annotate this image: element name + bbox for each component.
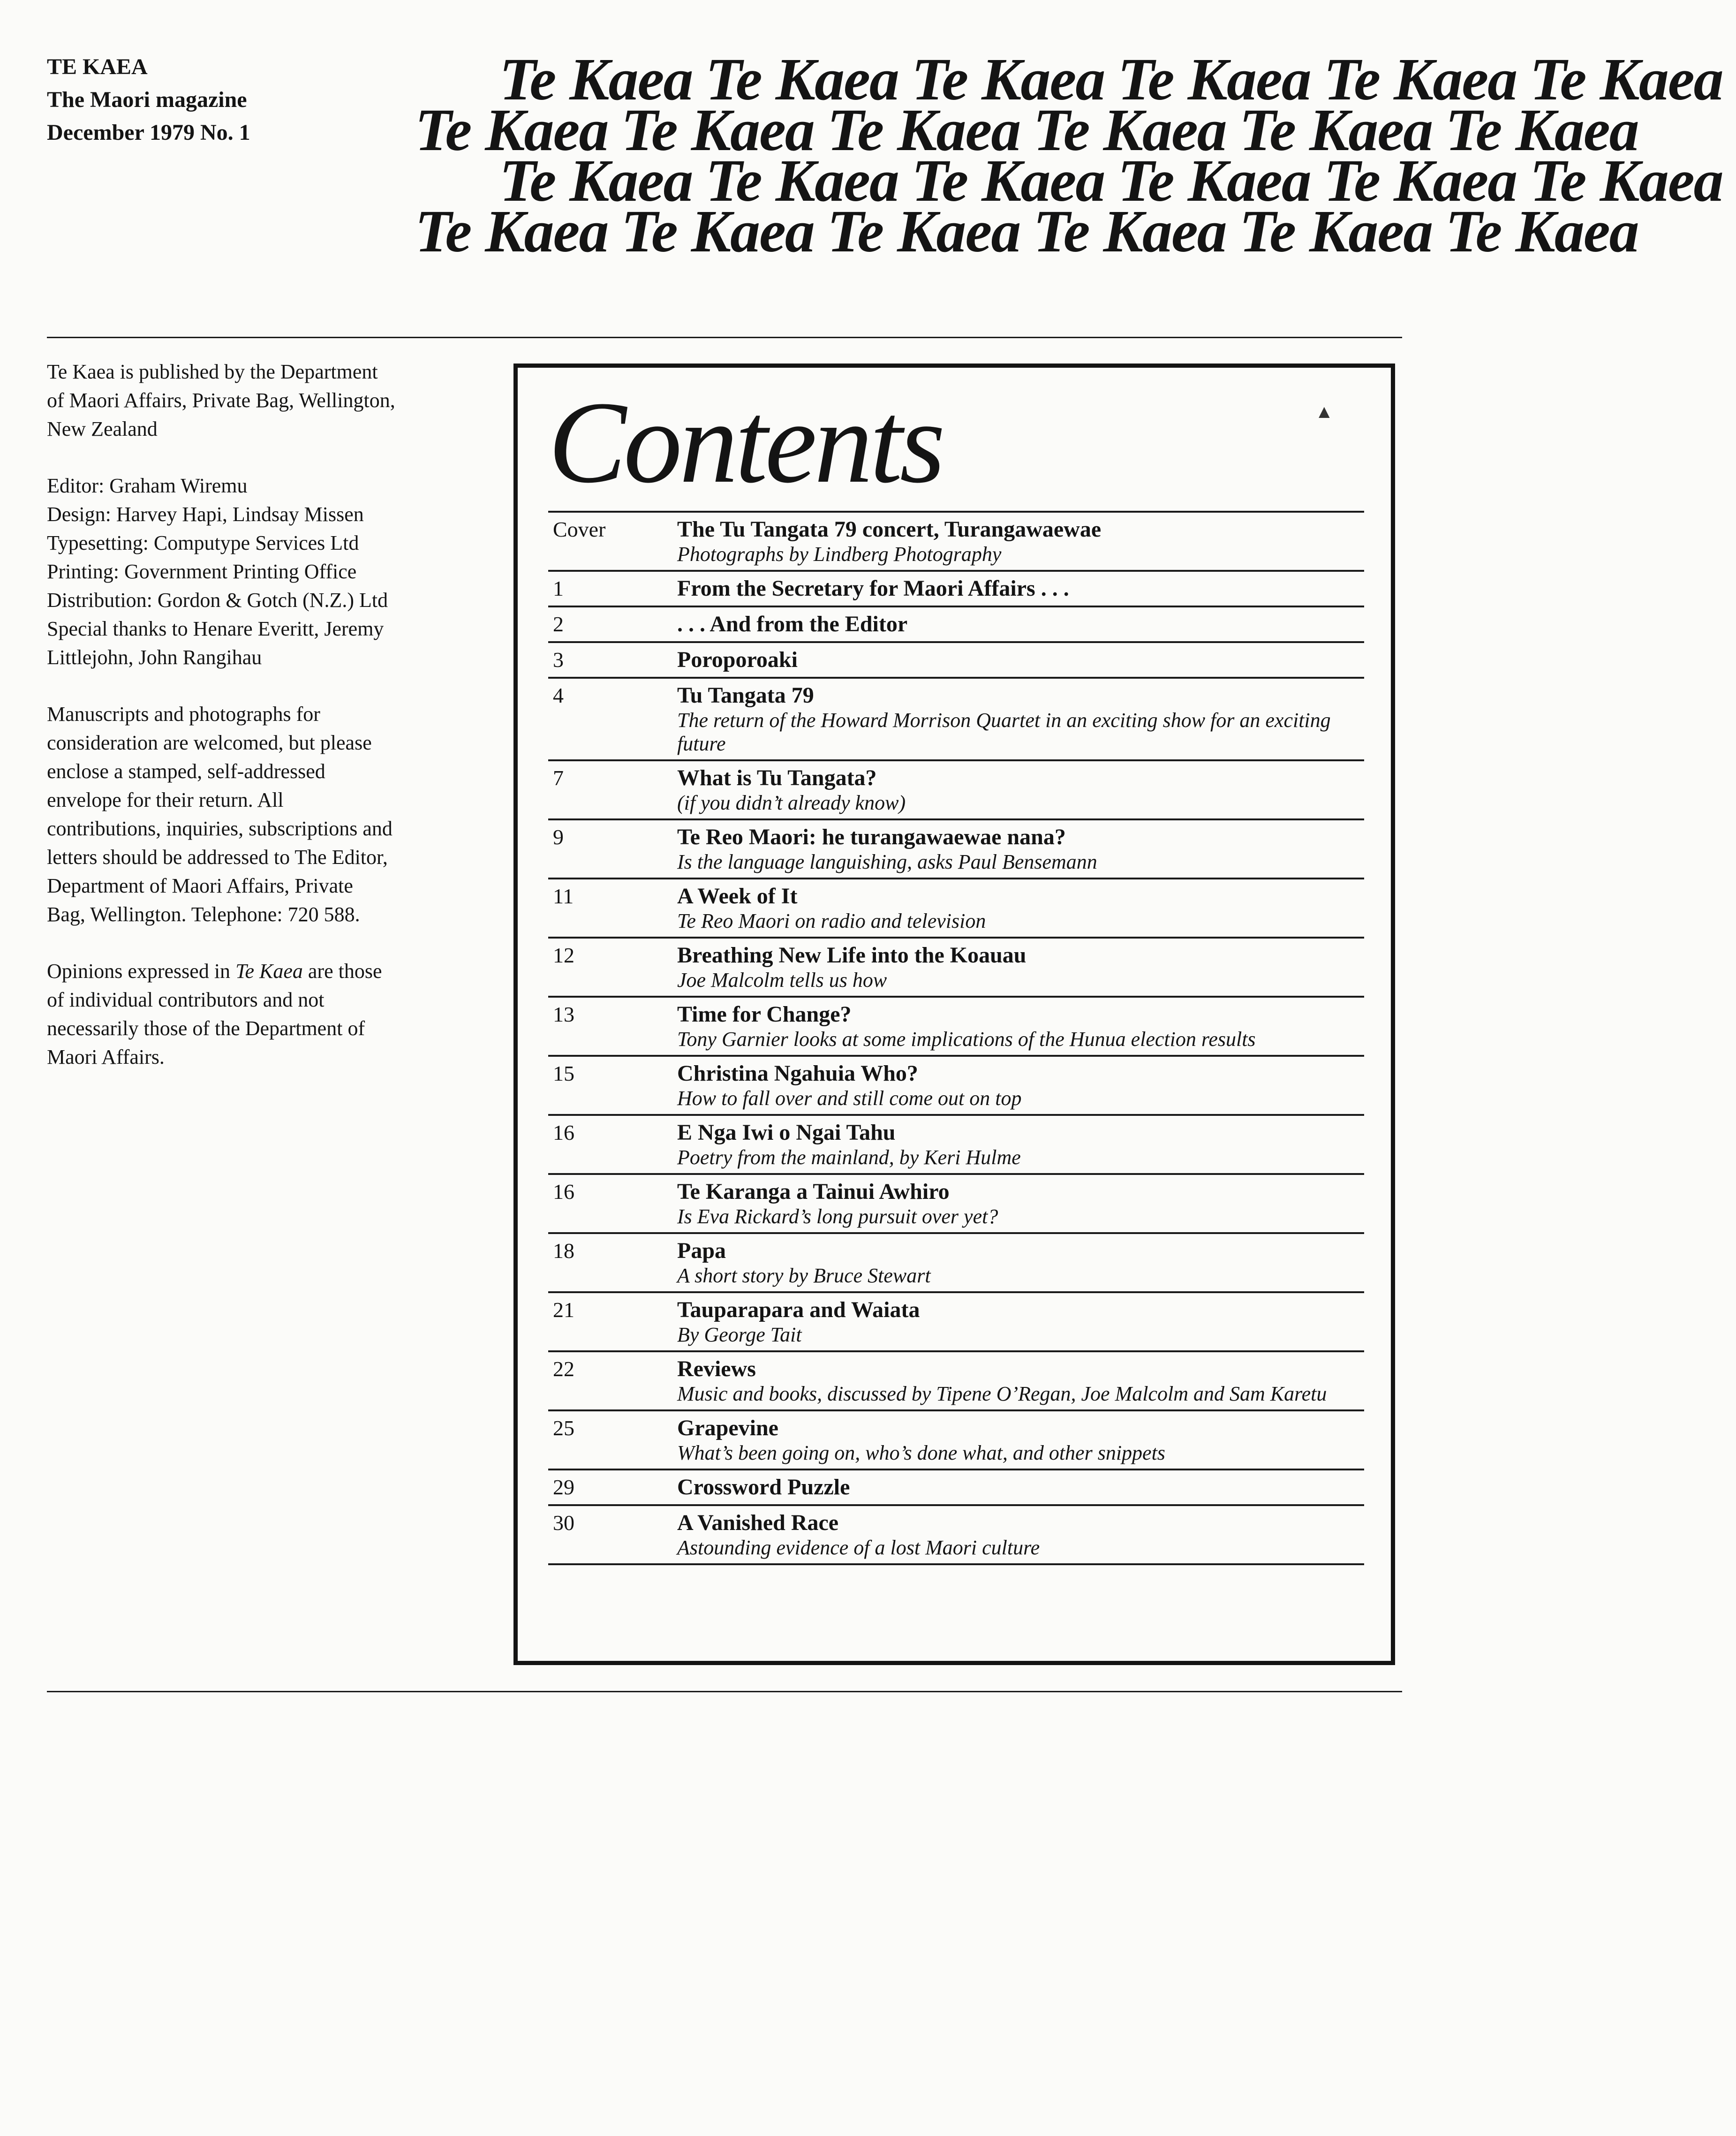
entry xyxy=(677,765,1364,815)
entry xyxy=(677,824,1364,874)
entry xyxy=(677,1120,1364,1169)
contents-row xyxy=(548,1055,1364,1114)
contents-row xyxy=(548,677,1364,759)
entry-title: Papa xyxy=(677,1238,726,1263)
disclaimer: Opinions expressed in Te Kaea are those of individual contributors and not necessarily those of the Department of Maori Affairs. xyxy=(47,957,469,1071)
contents-row xyxy=(548,1291,1364,1350)
publisher-line: New Zealand xyxy=(47,417,158,440)
entry xyxy=(677,1297,1364,1347)
logo-word: Te Kaea xyxy=(705,46,898,113)
entry-title: Grapevine xyxy=(677,1416,778,1440)
logo-word: Te Kaea xyxy=(499,46,693,113)
logo-word: Te Kaea xyxy=(911,46,1105,113)
submissions-line: enclose a stamped, self-addressed xyxy=(47,760,325,783)
entry-title: Time for Change? xyxy=(677,1002,852,1027)
entry-title: A Week of It xyxy=(677,884,798,909)
entry-title: Tauparapara and Waiata xyxy=(677,1297,920,1322)
contents-row xyxy=(548,996,1364,1055)
entry-title: What is Tu Tangata? xyxy=(677,765,877,790)
entry-subtitle: What’s been going on, who’s done what, and other snippets xyxy=(677,1441,1165,1464)
submissions-line: contributions, inquiries, subscriptions and xyxy=(47,817,392,840)
contents-row xyxy=(548,1469,1364,1504)
staff-credits xyxy=(47,471,469,672)
ink-mark-icon: ▲ xyxy=(1315,401,1334,422)
contents-row xyxy=(548,570,1364,606)
colophon xyxy=(47,357,469,1099)
logo-word: Te Kaea xyxy=(499,147,693,214)
contents-row xyxy=(548,1504,1364,1565)
entry-title: Christina Ngahuia Who? xyxy=(677,1061,918,1086)
page-number: 30 xyxy=(553,1511,574,1535)
submissions-line: consideration are welcomed, but please xyxy=(47,731,372,754)
logo-word: Te Kaea xyxy=(1530,147,1723,214)
entry-subtitle: Te Reo Maori on radio and television xyxy=(677,909,986,932)
contents-row xyxy=(548,1114,1364,1173)
page-number: 15 xyxy=(553,1061,574,1085)
page-number: 29 xyxy=(553,1475,574,1499)
logo-word: Te Kaea xyxy=(1445,198,1638,265)
bottom-divider xyxy=(47,1691,1402,1692)
page-number: 18 xyxy=(553,1239,574,1263)
entry-subtitle: A short story by Bruce Stewart xyxy=(677,1264,931,1287)
logo-word: Te Kaea xyxy=(621,198,814,265)
entry-title: Reviews xyxy=(677,1356,756,1381)
logo-word: Te Kaea xyxy=(705,147,898,214)
entry xyxy=(677,611,1364,637)
magazine-title-italic: Te Kaea xyxy=(235,960,303,983)
page-number: 25 xyxy=(553,1416,574,1440)
entry-title: Breathing New Life into the Koauau xyxy=(677,943,1027,968)
entry xyxy=(677,1179,1364,1228)
disclaimer-line: Maori Affairs. xyxy=(47,1045,165,1068)
contents-row xyxy=(548,1409,1364,1469)
entry-subtitle: How to fall over and still come out on top xyxy=(677,1087,1022,1110)
logo-word: Te Kaea xyxy=(1530,46,1723,113)
page-number: 7 xyxy=(553,766,564,790)
entry-title: The Tu Tangata 79 concert, Turangawaewae xyxy=(677,517,1102,542)
logo-word: Te Kaea xyxy=(1117,46,1311,113)
contents-row xyxy=(548,937,1364,996)
logo-word: Te Kaea xyxy=(827,97,1020,163)
publisher-line: Te Kaea is published by the Department xyxy=(47,360,378,383)
entry xyxy=(677,1474,1364,1500)
contents-row xyxy=(548,1232,1364,1291)
page-number: 21 xyxy=(553,1298,574,1322)
credit-line: Special thanks to Henare Everitt, Jeremy xyxy=(47,617,384,640)
entry-subtitle: (if you didn’t already know) xyxy=(677,791,906,814)
entry-title: A Vanished Race xyxy=(677,1510,839,1535)
page-number: 22 xyxy=(553,1357,574,1381)
entry xyxy=(677,942,1364,992)
credit-line: Littlejohn, John Rangihau xyxy=(47,646,262,669)
entry-subtitle: Music and books, discussed by Tipene O’Regan, Joe Malcolm and Sam Karetu xyxy=(677,1382,1327,1405)
entry xyxy=(677,1510,1364,1560)
page-number: 12 xyxy=(553,943,574,967)
entry xyxy=(677,682,1364,756)
page-number: 1 xyxy=(553,576,564,600)
credit-line: Printing: Government Printing Office xyxy=(47,560,357,583)
page-number: 13 xyxy=(553,1002,574,1026)
magazine-name: TE KAEA xyxy=(47,54,148,79)
issue-date: December 1979 No. 1 xyxy=(47,120,250,145)
logo-word: Te Kaea xyxy=(1117,147,1311,214)
credit-line: Typesetting: Computype Services Ltd xyxy=(47,531,359,554)
contents-box xyxy=(513,364,1395,1665)
logo-banner xyxy=(415,46,1723,270)
entry xyxy=(677,1356,1364,1406)
page-number: 4 xyxy=(553,683,564,707)
page-number: 11 xyxy=(553,884,574,908)
logo-word: Te Kaea xyxy=(621,97,814,163)
logo-word: Te Kaea xyxy=(1239,198,1433,265)
entry-subtitle: The return of the Howard Morrison Quartet in an exciting show for an exciting future xyxy=(677,709,1331,755)
entry xyxy=(677,883,1364,933)
entry xyxy=(677,1060,1364,1110)
page-number: 2 xyxy=(553,612,564,636)
entry-title: Poroporoaki xyxy=(677,647,798,672)
submissions-line: Manuscripts and photographs for xyxy=(47,703,320,726)
page-number: 16 xyxy=(553,1121,574,1144)
masthead xyxy=(47,51,250,149)
entry xyxy=(677,1238,1364,1288)
credit-line: Design: Harvey Hapi, Lindsay Missen xyxy=(47,503,364,526)
logo-word: Te Kaea xyxy=(1445,97,1638,163)
logo-word: Te Kaea xyxy=(1323,147,1517,214)
entry-title: Crossword Puzzle xyxy=(677,1475,850,1500)
entry-subtitle: Photographs by Lindberg Photography xyxy=(677,543,1002,566)
submissions-line: letters should be addressed to The Editor, xyxy=(47,846,388,869)
entry xyxy=(677,1415,1364,1465)
contents-row xyxy=(548,759,1364,818)
logo-word: Te Kaea xyxy=(415,198,608,265)
page-number: 16 xyxy=(553,1180,574,1204)
entry-title: E Nga Iwi o Ngai Tahu xyxy=(677,1120,896,1145)
entry-title: From the Secretary for Maori Affairs . . . xyxy=(677,576,1069,601)
page-number: 9 xyxy=(553,825,564,849)
entry-title: Te Reo Maori: he turangawaewae nana? xyxy=(677,825,1066,849)
logo-word: Te Kaea xyxy=(1033,198,1226,265)
logo-word: Te Kaea xyxy=(415,97,608,163)
disclaimer-line: necessarily those of the Department of xyxy=(47,1017,365,1040)
publisher-info xyxy=(47,357,469,443)
contents-row xyxy=(548,818,1364,878)
logo-word: Te Kaea xyxy=(1323,46,1517,113)
entry-subtitle: Poetry from the mainland, by Keri Hulme xyxy=(677,1146,1021,1169)
logo-word: Te Kaea xyxy=(1239,97,1433,163)
entry-subtitle: Joe Malcolm tells us how xyxy=(677,969,887,992)
entry-title: Te Karanga a Tainui Awhiro xyxy=(677,1179,950,1204)
entry-subtitle: Astounding evidence of a lost Maori culture xyxy=(677,1536,1040,1559)
contents-row xyxy=(548,641,1364,677)
contents-row xyxy=(548,1350,1364,1409)
entry-subtitle: Tony Garnier looks at some implications of the Hunua election results xyxy=(677,1028,1256,1051)
contents-row xyxy=(548,878,1364,937)
magazine-tagline: The Maori magazine xyxy=(47,87,247,112)
entry-title: . . . And from the Editor xyxy=(677,612,908,636)
submissions-line: Department of Maori Affairs, Private xyxy=(47,874,353,897)
entry-subtitle: By George Tait xyxy=(677,1323,802,1346)
entry-subtitle: Is the language languishing, asks Paul Bensemann xyxy=(677,850,1097,873)
entry xyxy=(677,576,1364,602)
entry xyxy=(677,1001,1364,1051)
entry-subtitle: Is Eva Rickard’s long pursuit over yet? xyxy=(677,1205,998,1228)
submissions-line: Bag, Wellington. Telephone: 720 588. xyxy=(47,903,360,926)
contents-heading: Contents xyxy=(548,378,943,507)
logo-word: Te Kaea xyxy=(827,198,1020,265)
contents-list xyxy=(548,511,1364,1565)
top-divider xyxy=(47,337,1402,338)
publisher-line: of Maori Affairs, Private Bag, Wellington, xyxy=(47,389,395,412)
submissions-info xyxy=(47,700,469,929)
logo-banner-line xyxy=(415,198,1652,265)
entry xyxy=(677,647,1364,673)
contents-row xyxy=(548,511,1364,570)
entry xyxy=(677,516,1364,566)
entry-title: Tu Tangata 79 xyxy=(677,683,814,708)
submissions-line: envelope for their return. All xyxy=(47,788,284,811)
page-number: 3 xyxy=(553,648,564,672)
page-number: Cover xyxy=(553,517,606,541)
credit-line: Distribution: Gordon & Gotch (N.Z.) Ltd xyxy=(47,589,388,612)
contents-row xyxy=(548,606,1364,641)
logo-word: Te Kaea xyxy=(1033,97,1226,163)
disclaimer-line: of individual contributors and not xyxy=(47,988,325,1011)
logo-word: Te Kaea xyxy=(911,147,1105,214)
credit-line: Editor: Graham Wiremu xyxy=(47,474,248,497)
contents-row xyxy=(548,1173,1364,1232)
